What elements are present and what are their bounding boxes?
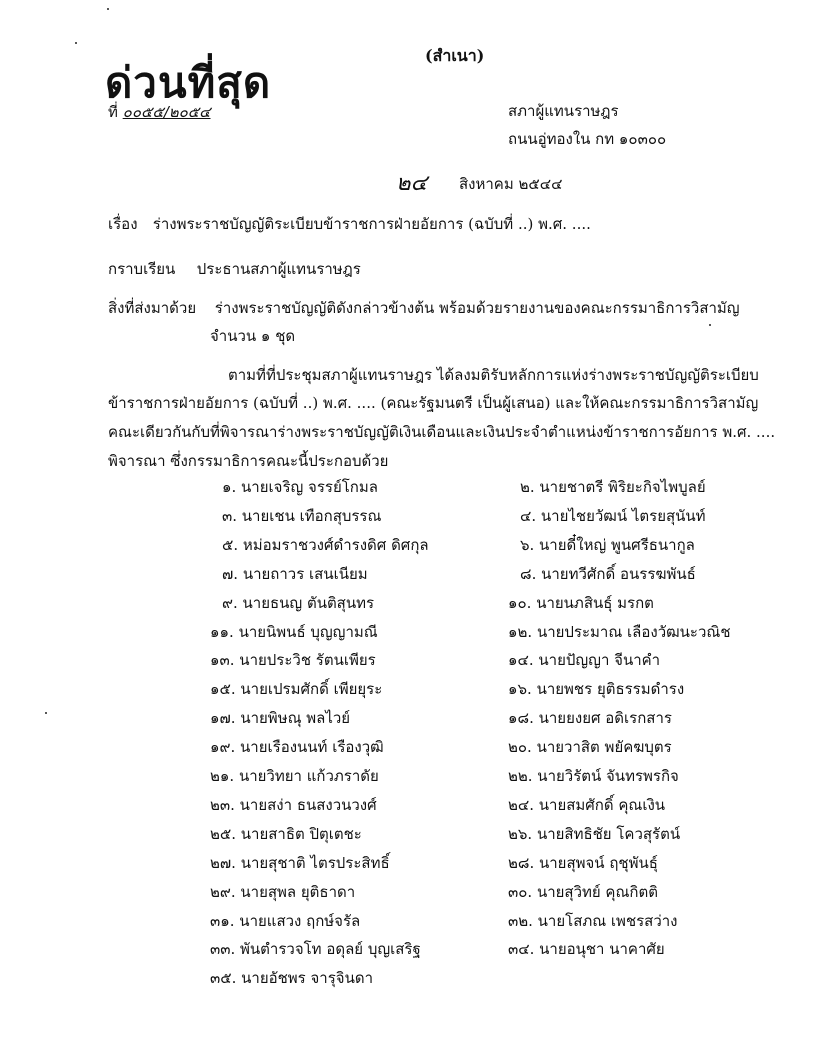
member-entry: ๒๓. นายสง่า ธนสงวนวงศ์: [210, 795, 377, 814]
member-entry: ๒๑. นายวิทยา แก้วภราดัย: [210, 767, 379, 785]
urgent-stamp: ด่วนที่สุด: [105, 58, 272, 107]
member-entry: ๒๐. นายวาสิต พยัคฆบุตร: [508, 738, 672, 757]
member-entry: ๑๖. นายพชร ยุติธรรมดำรง: [508, 680, 685, 699]
member-entry: ๘. นายทวีศักดิ์ อนรรฆพันธ์: [520, 564, 696, 583]
member-entry: ๒๕. นายสาธิต ปิตุเตชะ: [210, 824, 362, 843]
member-entry: ๒๘. นายสุพจน์ ฤชุพันธุ์: [508, 853, 658, 872]
enclosure-label: สิ่งที่ส่งมาด้วย: [108, 299, 197, 317]
date-day-handwritten: ๒๔: [396, 171, 428, 196]
member-entry: ๕. หม่อมราชวงศ์ดำรงดิศ ดิศกุล: [222, 535, 429, 554]
member-entry: ๓. นายเชน เทือกสุบรรณ: [222, 506, 382, 525]
salutation-label: กราบเรียน: [108, 260, 176, 278]
salutation-line: [108, 257, 361, 281]
subject-label: เรื่อง: [108, 215, 138, 233]
member-entry: ๓๑. นายแสวง ฤกษ์จรัล: [210, 911, 361, 930]
member-entry: ๑๘. นายยงยศ อดิเรกสาร: [508, 709, 672, 728]
salutation-text: ประธานสภาผู้แทนราษฎร: [196, 260, 361, 278]
member-entry: ๓๒. นายโสภณ เพชรสว่าง: [508, 911, 678, 930]
member-entry: ๑๒. นายประมาณ เลืองวัฒนะวณิช: [508, 622, 731, 641]
book-number-prefix: ที่: [108, 103, 118, 121]
member-entry: ๑๐. นายนภสินธุ์ มรกต: [508, 593, 654, 612]
member-entry: ๙. นายธนญ ตันติสุนทร: [222, 593, 375, 612]
subject-text: ร่างพระราชบัญญัติระเบียบข้าราชการฝ่ายอัยการ (ฉบับที่ ..) พ.ศ. ....: [152, 215, 591, 233]
member-entry: ๓๐. นายสุวิทย์ คุณกิตติ: [508, 882, 658, 901]
scan-speck: [45, 712, 47, 714]
subject-line: [108, 212, 591, 236]
member-entry: ๒๔. นายสมศักดิ์ คุณเงิน: [508, 795, 666, 814]
enclosure-line: [108, 296, 740, 320]
member-entry: ๖. นายดี๋ใหญ่ พูนศรีธนากูล: [520, 535, 695, 554]
date-month-year: สิงหาคม ๒๕๔๔: [459, 175, 563, 193]
scan-speck: [107, 8, 109, 10]
body-line-2: ข้าราชการฝ่ายอัยการ (ฉบับที่ ..) พ.ศ. .... (คณะรัฐมนตรี เป็นผู้เสนอ) และให้คณะกรรมาธิการวิสามัญ: [108, 394, 759, 412]
enclosure-text: ร่างพระราชบัญญัติดังกล่าวข้างต้น พร้อมด้วยรายงานของคณะกรรมาธิการวิสามัญ: [214, 299, 740, 317]
body-line-4: พิจารณา ซึ่งกรรมาธิการคณะนี้ประกอบด้วย: [108, 452, 389, 470]
scan-speck: [709, 324, 711, 326]
member-entry: ๑๗. นายพิษณุ พลไวย์: [210, 709, 351, 728]
member-entry: ๒๗. นายสุชาติ ไตรประสิทธิ์: [210, 853, 390, 872]
member-entry: ๑. นายเจริญ จรรย์โกมล: [222, 478, 378, 496]
member-entry: ๓๔. นายอนุชา นาคาศัย: [508, 940, 665, 959]
sender-address: ถนนอู่ทองใน กท ๑๐๓๐๐: [508, 130, 667, 148]
sender-name: สภาผู้แทนราษฎร: [508, 102, 619, 120]
body-line-1: ตามที่ที่ประชุมสภาผู้แทนราษฎร ได้ลงมติรับหลักการแห่งร่างพระราชบัญญัติระเบียบ: [228, 366, 759, 384]
body-line-3: คณะเดียวกันกับที่พิจารณาร่างพระราชบัญญัติเงินเดือนและเงินประจำตำแหน่งข้าราชการอัยการ พ.ศ. ....: [108, 423, 776, 441]
member-entry: ๓๕. นายอัชพร จารุจินดา: [210, 969, 373, 988]
member-entry: ๑๔. นายปัญญา จีนาคำ: [508, 651, 661, 670]
member-entry: ๑๕. นายเปรมศักดิ์ เพียยุระ: [210, 680, 383, 699]
member-entry: ๔. นายไชยวัฒน์ ไตรยสุนันท์: [520, 506, 706, 525]
book-number: [108, 100, 211, 124]
member-entry: ๒๖. นายสิทธิชัย โควสุรัตน์: [508, 824, 681, 843]
member-entry: ๓๓. พันตำรวจโท อดุลย์ บุญเสริฐ: [210, 940, 421, 959]
member-entry: ๑๑. นายนิพนธ์ บุญญามณี: [210, 622, 378, 641]
member-entry: ๑๙. นายเรืองนนท์ เรืองวุฒิ: [210, 738, 384, 757]
member-entry: ๒๙. นายสุพล ยุติธาดา: [210, 882, 356, 901]
member-entry: ๗. นายถาวร เสนเนียม: [222, 564, 368, 583]
member-entry: ๒๒. นายวิรัตน์ จันทรพรกิจ: [508, 767, 679, 785]
scan-speck: [75, 42, 77, 44]
copy-mark: (สำเนา): [425, 46, 485, 65]
member-entry: ๒. นายชาตรี พิริยะกิจไพบูลย์: [520, 478, 706, 496]
member-entry: ๑๓. นายประวิช รัตนเพียร: [210, 651, 376, 670]
book-number-value: ๐๐๕๕/๒๐๕๔: [122, 103, 211, 121]
enclosure-quantity: จำนวน ๑ ชุด: [210, 327, 296, 345]
